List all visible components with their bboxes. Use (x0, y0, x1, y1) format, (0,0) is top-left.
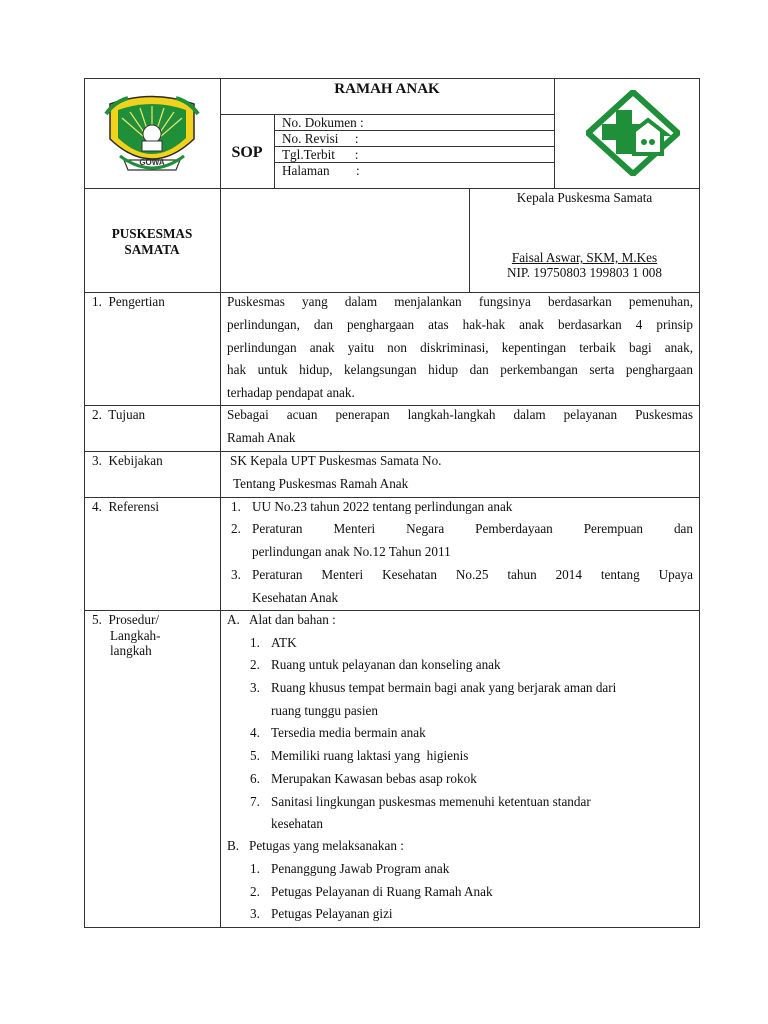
institution-name-line2: SAMATA (124, 242, 180, 257)
referensi-line: UU No.23 tahun 2022 tentang perlindungan anak (252, 499, 513, 514)
doc-field-no-dokumen: No. Dokumen : (282, 115, 364, 130)
pengertian-line: perlindungan anak yaitu non diskriminasi, kepentingan terbaik bagi anak, (227, 340, 693, 355)
signer-nip: NIP. 19750803 199803 1 008 (507, 265, 662, 280)
petugas-number: 3. (250, 906, 260, 921)
section-label-prosedur: langkah (110, 643, 152, 658)
alat-item: Sanitasi lingkungan puskesmas memenuhi ketentuan standar (271, 794, 591, 809)
section-label-referensi: 4. Referensi (92, 499, 160, 514)
alat-item: Memiliki ruang laktasi yang higienis (271, 748, 469, 763)
alat-item: ruang tunggu pasien (271, 703, 378, 718)
alat-item: Tersedia media bermain anak (271, 725, 426, 740)
alat-number: 4. (250, 725, 260, 740)
section-label-prosedur: 5. Prosedur/ (92, 612, 160, 627)
section-label-kebijakan: 3. Kebijakan (92, 453, 163, 468)
petugas-item: Penanggung Jawab Program anak (271, 861, 450, 876)
alat-number: 1. (250, 635, 260, 650)
section-label-pengertian: 1. Pengertian (92, 294, 165, 309)
alat-number: 2. (250, 657, 260, 672)
gowa-label: GOWA (139, 158, 165, 167)
referensi-number: 2. (231, 521, 241, 536)
petugas-item: Petugas Pelayanan gizi (271, 906, 393, 921)
alat-item: ATK (271, 635, 297, 650)
alat-number: 5. (250, 748, 260, 763)
alat-item: Ruang untuk pelayanan dan konseling anak (271, 657, 501, 672)
doc-field-no-revisi: No. Revisi : (282, 131, 359, 146)
referensi-number: 3. (231, 567, 241, 582)
alat-item: Merupakan Kawasan bebas asap rokok (271, 771, 477, 786)
referensi-line: Kesehatan Anak (252, 590, 339, 605)
prosedur-group-b-heading: B. Petugas yang melaksanakan : (227, 838, 404, 853)
kebijakan-line: SK Kepala UPT Puskesmas Samata No. (230, 453, 442, 468)
institution-name-line1: PUSKESMAS (111, 226, 193, 241)
puskesmas-logo (586, 90, 680, 176)
tujuan-line: Sebagai acuan penerapan langkah-langkah dalam pelayanan Puskesmas (227, 407, 693, 422)
doc-field-tgl-terbit: Tgl.Terbit : (282, 147, 359, 162)
alat-item: kesehatan (271, 816, 323, 831)
section-label-tujuan: 2. Tujuan (92, 407, 146, 422)
alat-number: 6. (250, 771, 260, 786)
alat-number: 3. (250, 680, 260, 695)
referensi-number: 1. (231, 499, 241, 514)
pengertian-line: Puskesmas yang dalam menjalankan fungsinya berdasarkan pemenuhan, (227, 294, 693, 309)
referensi-line: perlindungan anak No.12 Tahun 2011 (252, 544, 451, 559)
signer-title: Kepala Puskesma Samata (516, 190, 653, 205)
kebijakan-line: Tentang Puskesmas Ramah Anak (233, 476, 409, 491)
petugas-item: Petugas Pelayanan di Ruang Ramah Anak (271, 884, 493, 899)
gowa-emblem-logo (100, 84, 204, 184)
referensi-line: Peraturan Menteri Negara Pemberdayaan Perempuan dan (252, 521, 693, 536)
alat-item: Ruang khusus tempat bermain bagi anak yang berjarak aman dari (271, 680, 617, 695)
sop-label: SOP (231, 144, 263, 161)
section-label-prosedur: Langkah- (110, 628, 161, 643)
pengertian-line: hak untuk hidup, kelangsungan hidup dan perkembangan serta penghargaan (227, 362, 693, 377)
tujuan-line: Ramah Anak (227, 430, 296, 445)
pengertian-line: terhadap pendapat anak. (227, 385, 355, 400)
referensi-line: Peraturan Menteri Kesehatan No.25 tahun 2014 tentang Upaya (252, 567, 693, 582)
petugas-number: 1. (250, 861, 260, 876)
prosedur-group-a-heading: A. Alat dan bahan : (227, 612, 336, 627)
doc-field-halaman: Halaman : (282, 163, 360, 178)
alat-number: 7. (250, 794, 260, 809)
petugas-number: 2. (250, 884, 260, 899)
pengertian-line: perlindungan, dan penghargaan atas hak-hak anak berdasarkan 4 prinsip (227, 317, 693, 332)
document-title: RAMAH ANAK (334, 81, 440, 97)
signer-name: Faisal Aswar, SKM, M.Kes (511, 250, 658, 265)
